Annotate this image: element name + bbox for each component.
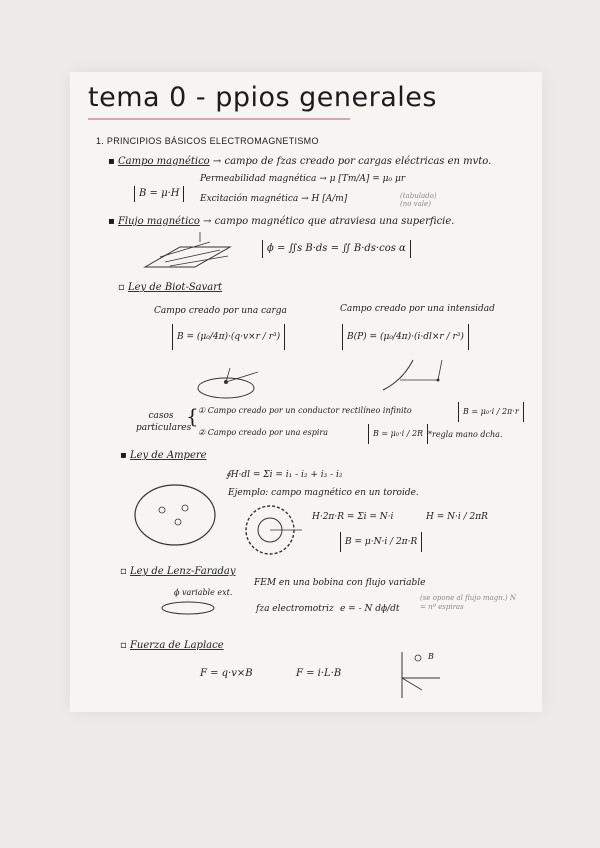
flujo-magnetico-block: ▪ Flujo magnético → campo magnético que atraviesa una superficie.: [108, 216, 455, 227]
campo-carga-title: Campo creado por una carga: [154, 306, 287, 316]
laplace-block: ▫ Fuerza de Laplace: [120, 640, 224, 651]
formula-campo-intensidad: B(P) = (μ₀/4π)·(i·dl×r / r³): [342, 324, 469, 350]
carga-sketch: [196, 360, 286, 400]
brace: {: [186, 404, 199, 428]
laplace-formula-1: F = q·v×B: [200, 668, 253, 679]
flujo-magnetico-desc: campo magnético que atraviesa una superficie.: [214, 216, 455, 227]
caso1-text: ① Campo creado por un conductor rectilíneo infinito: [198, 406, 412, 415]
ampere-sketch: [130, 480, 220, 550]
fem-formula: e = - N dϕ/dt: [340, 604, 400, 614]
formula-flujo: ϕ = ∬s B·ds = ∬ B·ds·cos α: [262, 240, 411, 258]
biot-savart-block: ▫ Ley de Biot-Savart: [118, 282, 223, 293]
notebook-page: [70, 72, 542, 712]
section-heading: 1. PRINCIPIOS BÁSICOS ELECTROMAGNETISMO: [96, 136, 319, 146]
formula-caso2: B = μ₀·i / 2R: [368, 424, 428, 444]
caso2-text: ② Campo creado por una espira: [198, 428, 328, 437]
page-title: tema 0 - ppios generales: [88, 82, 437, 113]
laplace-formula-2: F = i·L·B: [296, 668, 342, 679]
casos-particulares: casos particulares: [136, 411, 192, 433]
biot-savart-label: Ley de Biot-Savart: [127, 282, 223, 293]
fem-desc: FEM en una bobina con flujo variable: [254, 578, 426, 588]
formula-b-muh: B = μ·H: [134, 186, 184, 202]
ampere-label: Ley de Ampere: [129, 450, 207, 461]
fem-label: fza electromotriz: [256, 604, 334, 614]
ampere-ejemplo: Ejemplo: campo magnético en un toroide.: [228, 488, 419, 498]
lenz-label: Ley de Lenz-Faraday: [129, 566, 236, 577]
flux-sketch: [140, 232, 240, 282]
lenz-sketch: [158, 598, 218, 618]
excitacion-text: Excitación magnética → H [A/m]: [200, 194, 348, 204]
permeabilidad-text: Permeabilidad magnética → μ [Tm/A] = μ₀ μr: [200, 174, 406, 184]
flujo-magnetico-label: Flujo magnético: [117, 216, 200, 227]
lenz-block: ▫ Ley de Lenz-Faraday: [120, 566, 236, 577]
laplace-label: Fuerza de Laplace: [129, 640, 224, 651]
campo-intensidad-title: Campo creado por una intensidad: [340, 304, 495, 314]
ampere-eq1: H·2π·R = Σi = N·i: [312, 512, 394, 522]
formula-caso1: B = μ₀·i / 2π·r: [458, 402, 524, 422]
lenz-side-note: (se opone al flujo magn.) N = nº espiras: [420, 594, 517, 611]
campo-magnetico-block: ▪ Campo magnético → campo de fzas creado por cargas eléctricas en mvto.: [108, 156, 492, 167]
caso2-note: *regla mano dcha.: [428, 430, 503, 439]
title-underline: [88, 118, 350, 120]
campo-magnetico-desc: campo de fzas creado por cargas eléctricas en mvto.: [224, 156, 492, 167]
campo-magnetico-label: Campo magnético: [117, 156, 210, 167]
ampere-block: ▪ Ley de Ampere: [120, 450, 207, 461]
intensidad-sketch: [378, 350, 458, 400]
formula-campo-carga: B = (μ₀/4π)·(q·v×r / r³): [172, 324, 285, 350]
ampere-eq1-result: H = N·i / 2πR: [426, 512, 488, 522]
tabulado-note: (tabulado) (no vale): [400, 192, 437, 208]
laplace-axes: [396, 650, 446, 700]
ampere-eq2: B = μ·N·i / 2π·R: [340, 532, 422, 552]
laplace-diagram-label: B: [428, 652, 434, 661]
ampere-formula: ∮H·dl = Σi = i₁ - i₂ + i₃ - i₂: [226, 470, 343, 480]
lenz-note-left: ϕ variable ext.: [174, 588, 233, 597]
toroide-sketch: [240, 500, 310, 560]
